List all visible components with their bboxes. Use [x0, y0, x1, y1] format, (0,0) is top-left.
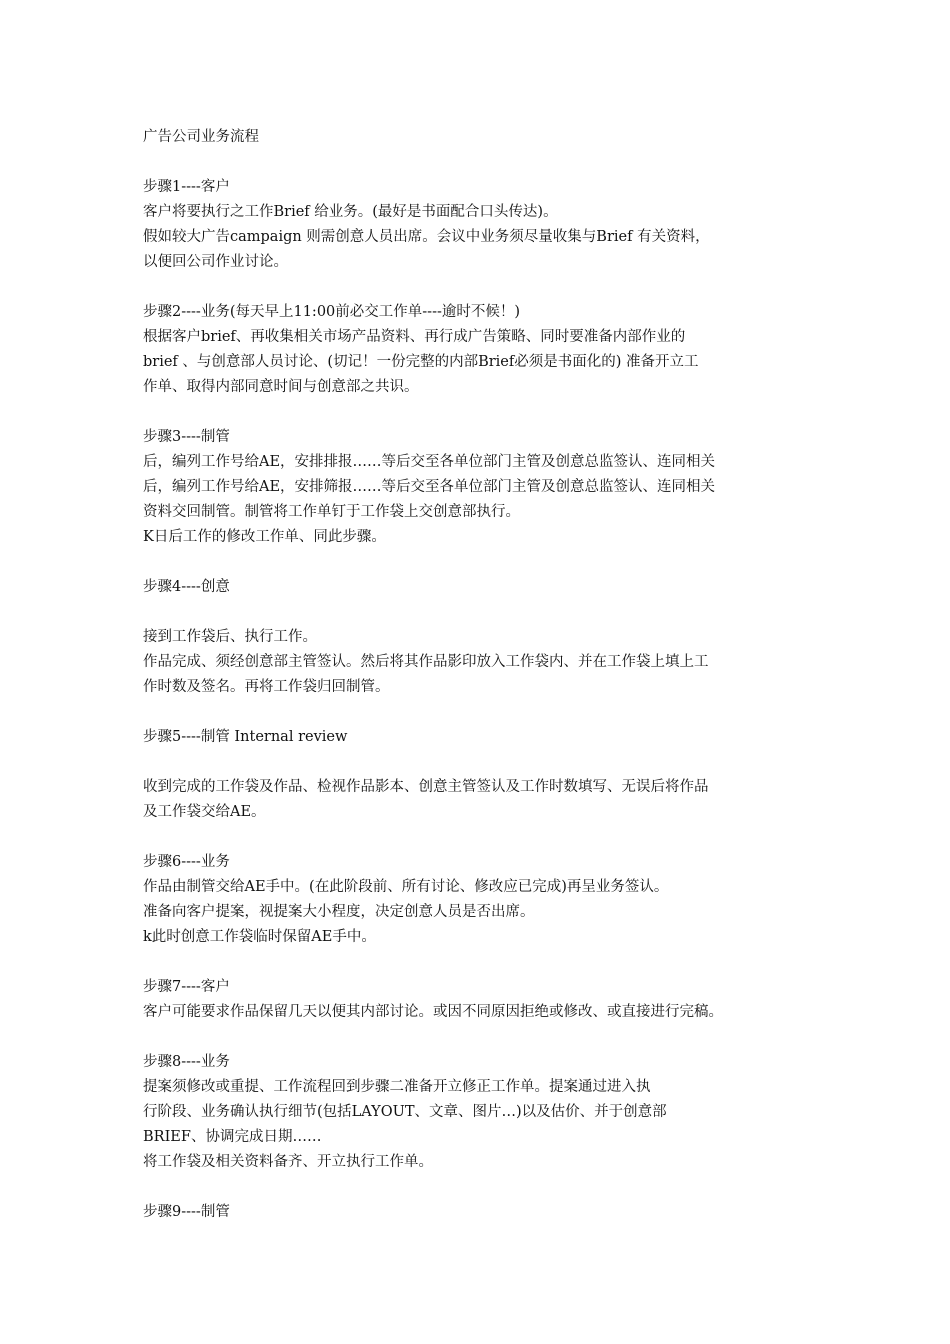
blank-line	[143, 600, 813, 625]
text-line: BRIEF、协调完成日期……	[143, 1129, 322, 1145]
text-line: 后，编列工作号给AE，安排排报……等后交至各单位部门主管及创意总监签认、连同相关	[143, 454, 716, 470]
text-line: 作单、取得内部同意时间与创意部之共识。	[143, 379, 419, 395]
text-line: 提案须修改或重提、工作流程回到步骤二准备开立修正工作单。提案通过进入执	[143, 1079, 651, 1095]
text-line: 步骤2----业务(每天早上11:00前必交工作单----逾时不候！)	[143, 304, 521, 320]
blank-line	[143, 550, 813, 575]
text-line: 作品完成、须经创意部主管签认。然后将其作品影印放入工作袋内、并在工作袋上填上工	[143, 654, 709, 670]
text-line: 步骤3----制管	[143, 429, 230, 445]
text-line: 行阶段、业务确认执行细节(包括LAYOUT、文章、图片…)以及估价、并于创意部	[143, 1104, 667, 1120]
blank-line	[143, 400, 813, 425]
text-line: 步骤4----创意	[143, 579, 230, 595]
blank-line	[143, 1025, 813, 1050]
document-title: 广告公司业务流程	[143, 129, 259, 145]
text-line: 步骤1----客户	[143, 179, 230, 195]
document-body	[143, 150, 813, 1225]
text-line: 步骤9----制管	[143, 1204, 230, 1220]
blank-line	[143, 950, 813, 975]
text-line: 作时数及签名。再将工作袋归回制管。	[143, 679, 390, 695]
text-line: 步骤8----业务	[143, 1054, 230, 1070]
text-line: 收到完成的工作袋及作品、检视作品影本、创意主管签认及工作时数填写、无误后将作品	[143, 779, 709, 795]
text-line: 及工作袋交给AE。	[143, 804, 266, 820]
text-line: k此时创意工作袋临时保留AE手中。	[143, 929, 376, 945]
blank-line	[143, 750, 813, 775]
text-line: 将工作袋及相关资料备齐、开立执行工作单。	[143, 1154, 433, 1170]
text-line: 步骤6----业务	[143, 854, 230, 870]
text-line: 根据客户brief、再收集相关市场产品资料、再行成广告策略、同时要准备内部作业的	[143, 329, 686, 345]
blank-line	[143, 700, 813, 725]
document-page	[143, 125, 813, 1225]
text-line: brief 、与创意部人员讨论、(切记！一份完整的内部Brief必须是书面化的) 准备开立工	[143, 354, 699, 370]
blank-line	[143, 275, 813, 300]
blank-line	[143, 825, 813, 850]
text-line: 资料交回制管。制管将工作单钉于工作袋上交创意部执行。	[143, 504, 520, 520]
text-line: 客户可能要求作品保留几天以便其内部讨论。或因不同原因拒绝或修改、或直接进行完稿。	[143, 1004, 723, 1020]
text-line: 以便回公司作业讨论。	[143, 254, 288, 270]
text-line: 步骤5----制管 Internal review	[143, 729, 348, 745]
text-line: 准备向客户提案，视提案大小程度，决定创意人员是否出席。	[143, 904, 535, 920]
text-line: 作品由制管交给AE手中。(在此阶段前、所有讨论、修改应已完成)再呈业务签认。	[143, 879, 669, 895]
text-line: 客户将要执行之工作Brief 给业务。(最好是书面配合口头传达)。	[143, 204, 558, 220]
text-line: K日后工作的修改工作单、同此步骤。	[143, 529, 386, 545]
text-line: 步骤7----客户	[143, 979, 230, 995]
text-line: 后，编列工作号给AE，安排筛报……等后交至各单位部门主管及创意总监签认、连同相关	[143, 479, 716, 495]
blank-line	[143, 150, 813, 175]
blank-line	[143, 1175, 813, 1200]
text-line: 接到工作袋后、执行工作。	[143, 629, 317, 645]
text-line: 假如较大广告campaign 则需创意人员出席。会议中业务须尽量收集与Brief 有关资料，	[143, 229, 710, 245]
